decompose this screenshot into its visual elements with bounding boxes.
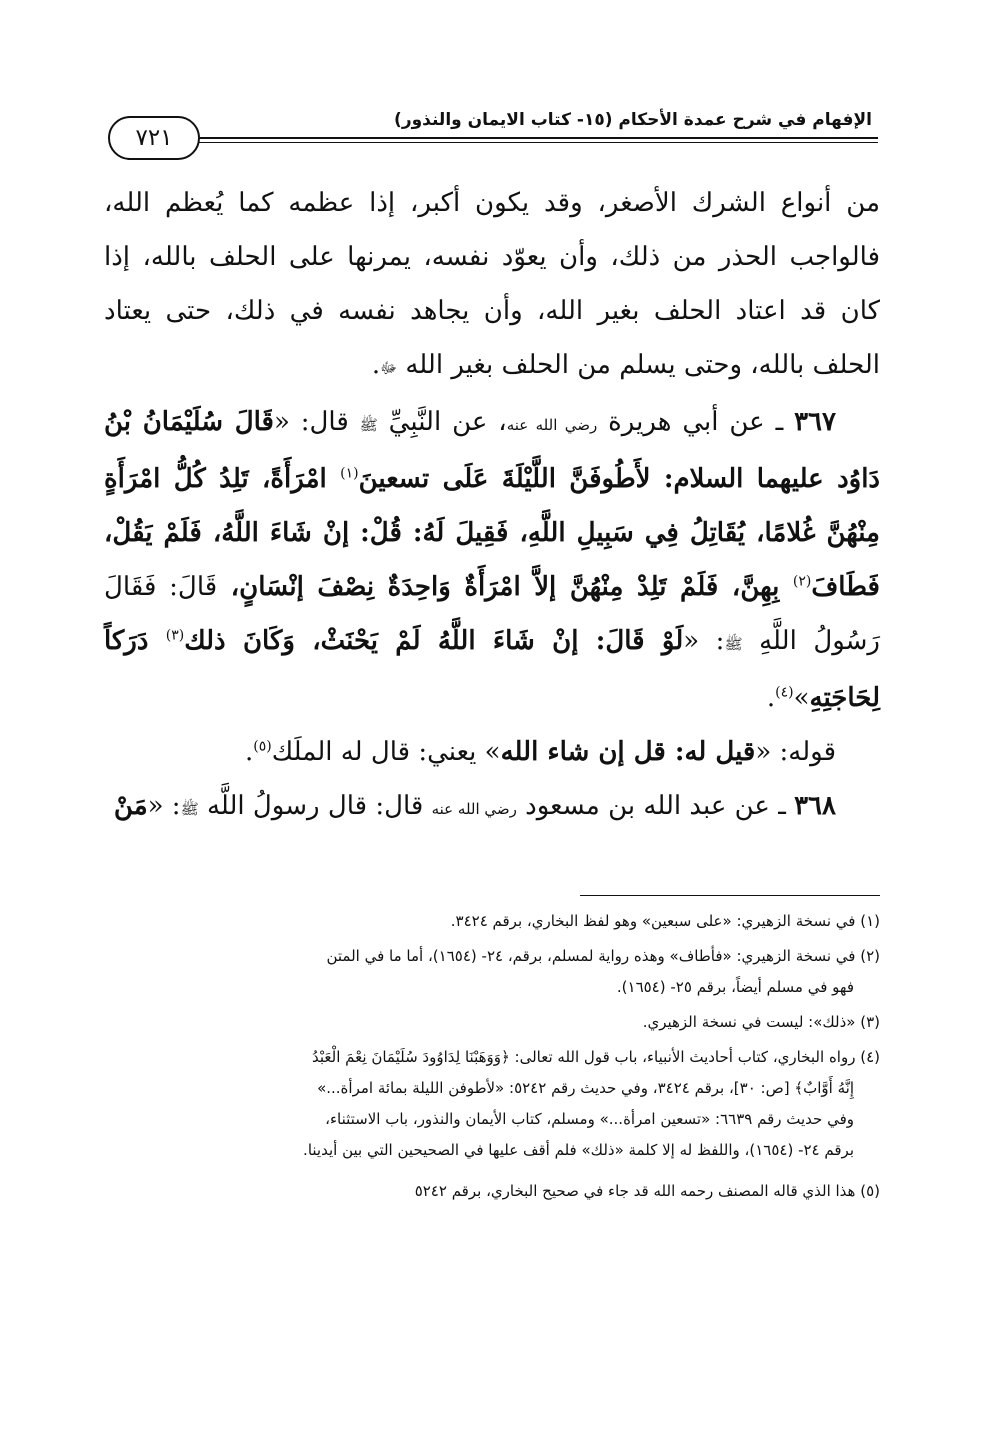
text: . [766, 683, 776, 713]
footnote-4-line-4: برقم ٢٤- (١٦٥٤)، واللفظ له إلا كلمة «ذلك» فلم أقف عليها في الصحيحين التي بين أيدينا. [303, 1141, 854, 1159]
para1-text: من أنواع الشرك الأصغر، وقد يكون أكبر، إذا عظمه كما يُعظم الله، فالواجب الحذر من ذلك، وأن يعوّد نفسه، يمرنها على الحلف بالله، إذا كان قد اعتاد الحلف بغير الله، وأن يجاهد نفسه في ذلك، حتى يعتاد الحلف بالله، وحتى يسلم من الحلف بغير الله [104, 188, 880, 380]
text: ـ عن عبد الله بن مسعود [516, 791, 795, 821]
text: قَالَ: فَقَالَ رَسُولُ اللَّهِ [104, 572, 880, 656]
hadith-text: قَالَ سُلَيْمَانُ بْنُ دَاوُد عليهما السلام: لأَطُوفَنَّ اللَّيْلَةَ عَلَى تسعينَ [104, 407, 881, 494]
footnote-4-line-1: (٤) رواه البخاري، كتاب أحاديث الأنبياء، باب قول الله تعالى: ﴿وَوَهَبْنَا لِدَاوُودَ سُلَيْمَانَ نِعْمَ الْعَبْدُ [312, 1048, 880, 1066]
footnote-4-line-3: وفي حديث رقم ٦٦٣٩: «تسعين امرأة...» ومسلم، كتاب الأيمان والنذور، باب الاستثناء، [325, 1110, 854, 1128]
text: » [793, 683, 810, 713]
footnote-5 [104, 1176, 880, 1207]
text: ـ عن أبي هريرة [597, 407, 795, 437]
hadith-number: ٣٦٨ [794, 791, 836, 821]
hadith-text: دَرَكاً لِحَاجَتِهِ [104, 626, 880, 713]
hadith-367 [104, 395, 880, 725]
footnote-2 [104, 941, 880, 1003]
header-rule-thin [194, 142, 878, 143]
honorific: رضي الله عنه [506, 416, 598, 434]
text: ، عن النَّبِيِّ [377, 407, 507, 437]
honorific: ﷺ [724, 635, 743, 653]
footnote-ref-5[interactable]: (٥) [253, 738, 272, 755]
text: قال: « [273, 407, 360, 437]
header-rule-thick [194, 137, 878, 139]
hadith-text: امْرَأَةً، تَلِدُ كُلُّ امْرَأَةٍ مِنْهُنَّ غُلامًا، يُقَاتِلُ فِي سَبِيلِ اللَّهِ، فَقِيلَ لَهُ: قُلْ: إنْ شَاءَ اللَّهُ، فَلَمْ يَقُلْ، فَطَافَ [104, 464, 880, 602]
text: قال: قال رسولُ اللَّه [198, 791, 432, 821]
hadith-number: ٣٦٧ [794, 407, 836, 437]
honorific: ﷻ [380, 359, 398, 377]
hadith-text: بِهِنَّ، فَلَمْ تَلِدْ مِنْهُنَّ إلاَّ امْرَأَةٌ وَاحِدَةٌ نِصْفَ إنْسَانٍ، [217, 572, 793, 602]
footnote-4 [104, 1042, 880, 1166]
para1-end: . [371, 350, 381, 380]
footnote-4-line-2: إِنَّهُ أَوَّابٌ﴾ [ص: ٣٠]، برقم ٣٤٢٤، وفي حديث رقم ٥٢٤٢: «لأطوفن الليلة بمائة امرأة...» [317, 1079, 854, 1097]
text: : « [683, 626, 725, 656]
footnote-ref-3[interactable]: (٣) [165, 627, 185, 644]
page-number: ٧٢١ [108, 116, 200, 160]
footnote-5-text: قد جاء في صحيح البخاري، برقم ٥٢٤٢ [414, 1182, 654, 1200]
footnote-1: (١) في نسخة الزهيري: «على سبعين» وهو لفظ البخاري، برقم ٣٤٢٤. [450, 912, 880, 930]
hadith-text: لَوْ قَالَ: إنْ شَاءَ اللَّهُ لَمْ يَحْنَثْ، وَكَانَ ذلك [184, 626, 684, 656]
page-header [108, 108, 878, 164]
commentary [104, 725, 880, 779]
text: : « [147, 791, 181, 821]
footnote-5-text: (٥) هذا الذي قاله المصنف [713, 1182, 880, 1200]
text: » يعني: قال له الملَك [271, 737, 501, 767]
footnote-2-line-1: (٢) في نسخة الزهيري: «فأطاف» وهذه رواية لمسلم، برقم، ٢٤- (١٦٥٤)، أما ما في المتن [326, 947, 880, 965]
hadith-text: مَنْ [113, 791, 148, 821]
footnotes [104, 906, 880, 1211]
honorific: ﷺ [180, 800, 199, 818]
book-title: الإفهام في شرح عمدة الأحكام (١٥- كتاب الايمان والنذور) [394, 110, 872, 130]
honorific: رضي الله عنه [431, 800, 517, 818]
footnote-ref-1[interactable]: (١) [340, 465, 359, 482]
honorific: رحمه الله [653, 1182, 714, 1200]
text: قوله: « [755, 737, 836, 767]
footnote-separator [580, 895, 880, 896]
footnote-ref-2[interactable]: (٢) [792, 573, 812, 590]
footnote-ref-4[interactable]: (٤) [775, 684, 794, 701]
honorific: ﷺ [359, 416, 378, 434]
main-text [104, 176, 880, 836]
paragraph-1 [104, 176, 880, 395]
text: . [245, 737, 254, 767]
footnote-3: (٣) «ذلك»: ليست في نسخة الزهيري. [642, 1013, 880, 1031]
quoted-text: قيل له: قل إن شاء الله [500, 737, 756, 767]
footnote-2-line-2: فهو في مسلم أيضاً، برقم ٢٥- (١٦٥٤). [616, 978, 854, 996]
hadith-368 [104, 779, 880, 836]
